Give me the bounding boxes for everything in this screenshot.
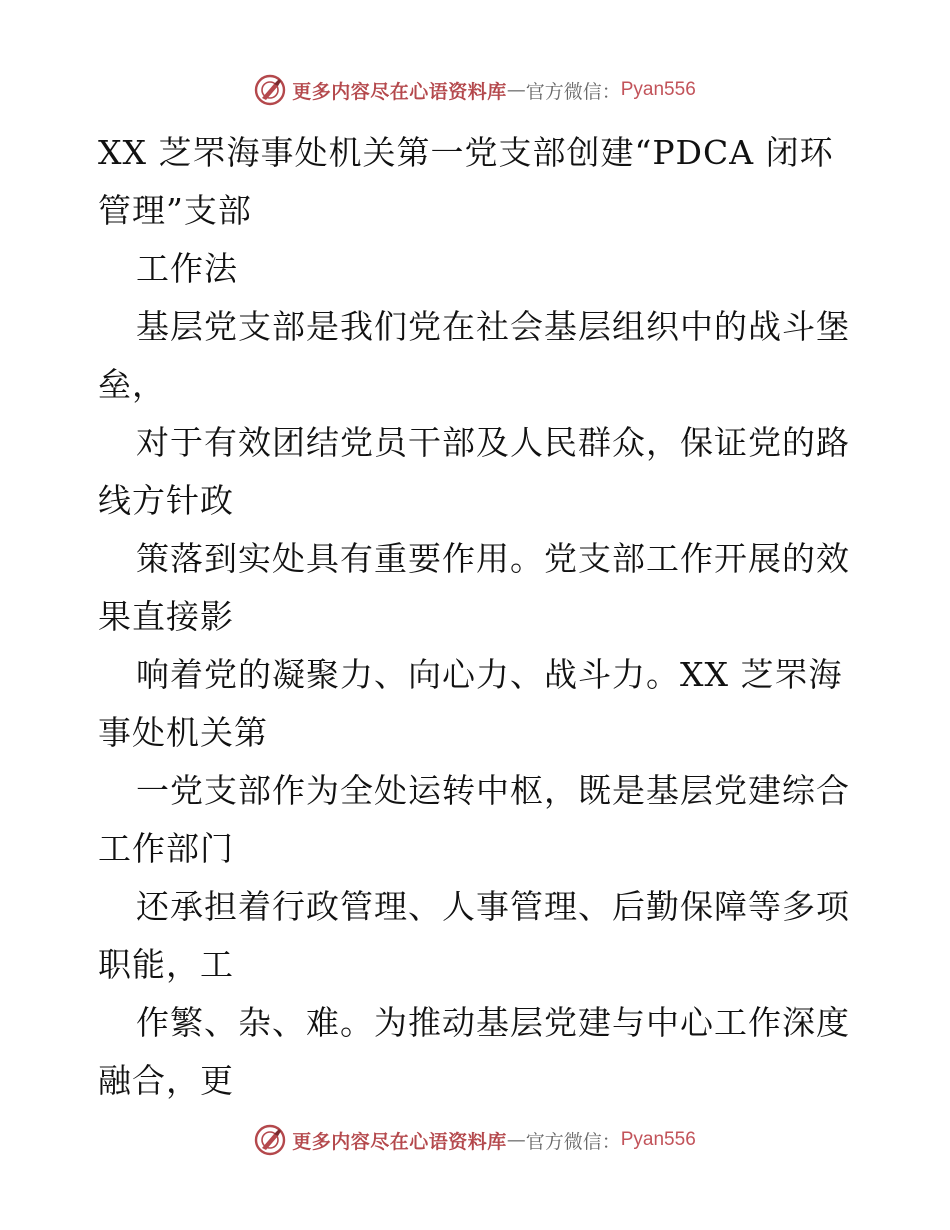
doc-paragraph-line: 工作部门 (98, 829, 234, 868)
banner-wechat-id: Pyan556 (620, 79, 696, 100)
doc-paragraph-line: 还承担着行政管理、人事管理、后勤保障等多项 (136, 887, 850, 926)
doc-paragraph-line: 一党支部作为全处运转中枢，既是基层党建综合 (136, 771, 850, 810)
doc-paragraph-line: 策落到实处具有重要作用。党支部工作开展的效 (136, 539, 850, 578)
doc-paragraph-line: 响着党的凝聚力、向心力、战斗力。XX 芝罘海 (136, 655, 843, 694)
banner-wechat-label: 官方微信： (525, 1130, 621, 1153)
doc-paragraph-line: 事处机关第 (98, 713, 268, 752)
banner-wechat-label: 官方微信： (525, 80, 621, 103)
doc-paragraph-line: 融合，更 (98, 1061, 234, 1100)
banner-wechat-id: Pyan556 (620, 1129, 696, 1150)
doc-paragraph-line: 作繁、杂、难。为推动基层党建与中心工作深度 (136, 1003, 850, 1042)
pen-logo-icon (254, 74, 286, 106)
doc-paragraph-line: 线方针政 (98, 481, 234, 520)
doc-paragraph-line: 对于有效团结党员干部及人民群众，保证党的路 (136, 423, 850, 462)
banner-site-text: 更多内容尽在心语资料库 (292, 80, 507, 103)
banner-separator: — (506, 79, 526, 101)
doc-title-line-1: XX 芝罘海事处机关第一党支部创建“PDCA 闭环 (98, 133, 834, 172)
doc-paragraph-line: 果直接影 (98, 597, 234, 636)
doc-title-line-3: 工作法 (136, 249, 238, 288)
banner-separator: — (506, 1129, 526, 1151)
doc-title-line-2: 管理”支部 (98, 191, 252, 230)
banner-site-text: 更多内容尽在心语资料库 (292, 1130, 507, 1153)
doc-paragraph-line: 垒， (98, 365, 166, 404)
doc-paragraph-line: 基层党支部是我们党在社会基层组织中的战斗堡 (136, 307, 850, 346)
footer-watermark-banner (0, 1120, 950, 1160)
pen-logo-icon (254, 1124, 286, 1156)
document-body (98, 124, 858, 1110)
header-watermark-banner (0, 70, 950, 110)
doc-paragraph-line: 职能，工 (98, 945, 234, 984)
